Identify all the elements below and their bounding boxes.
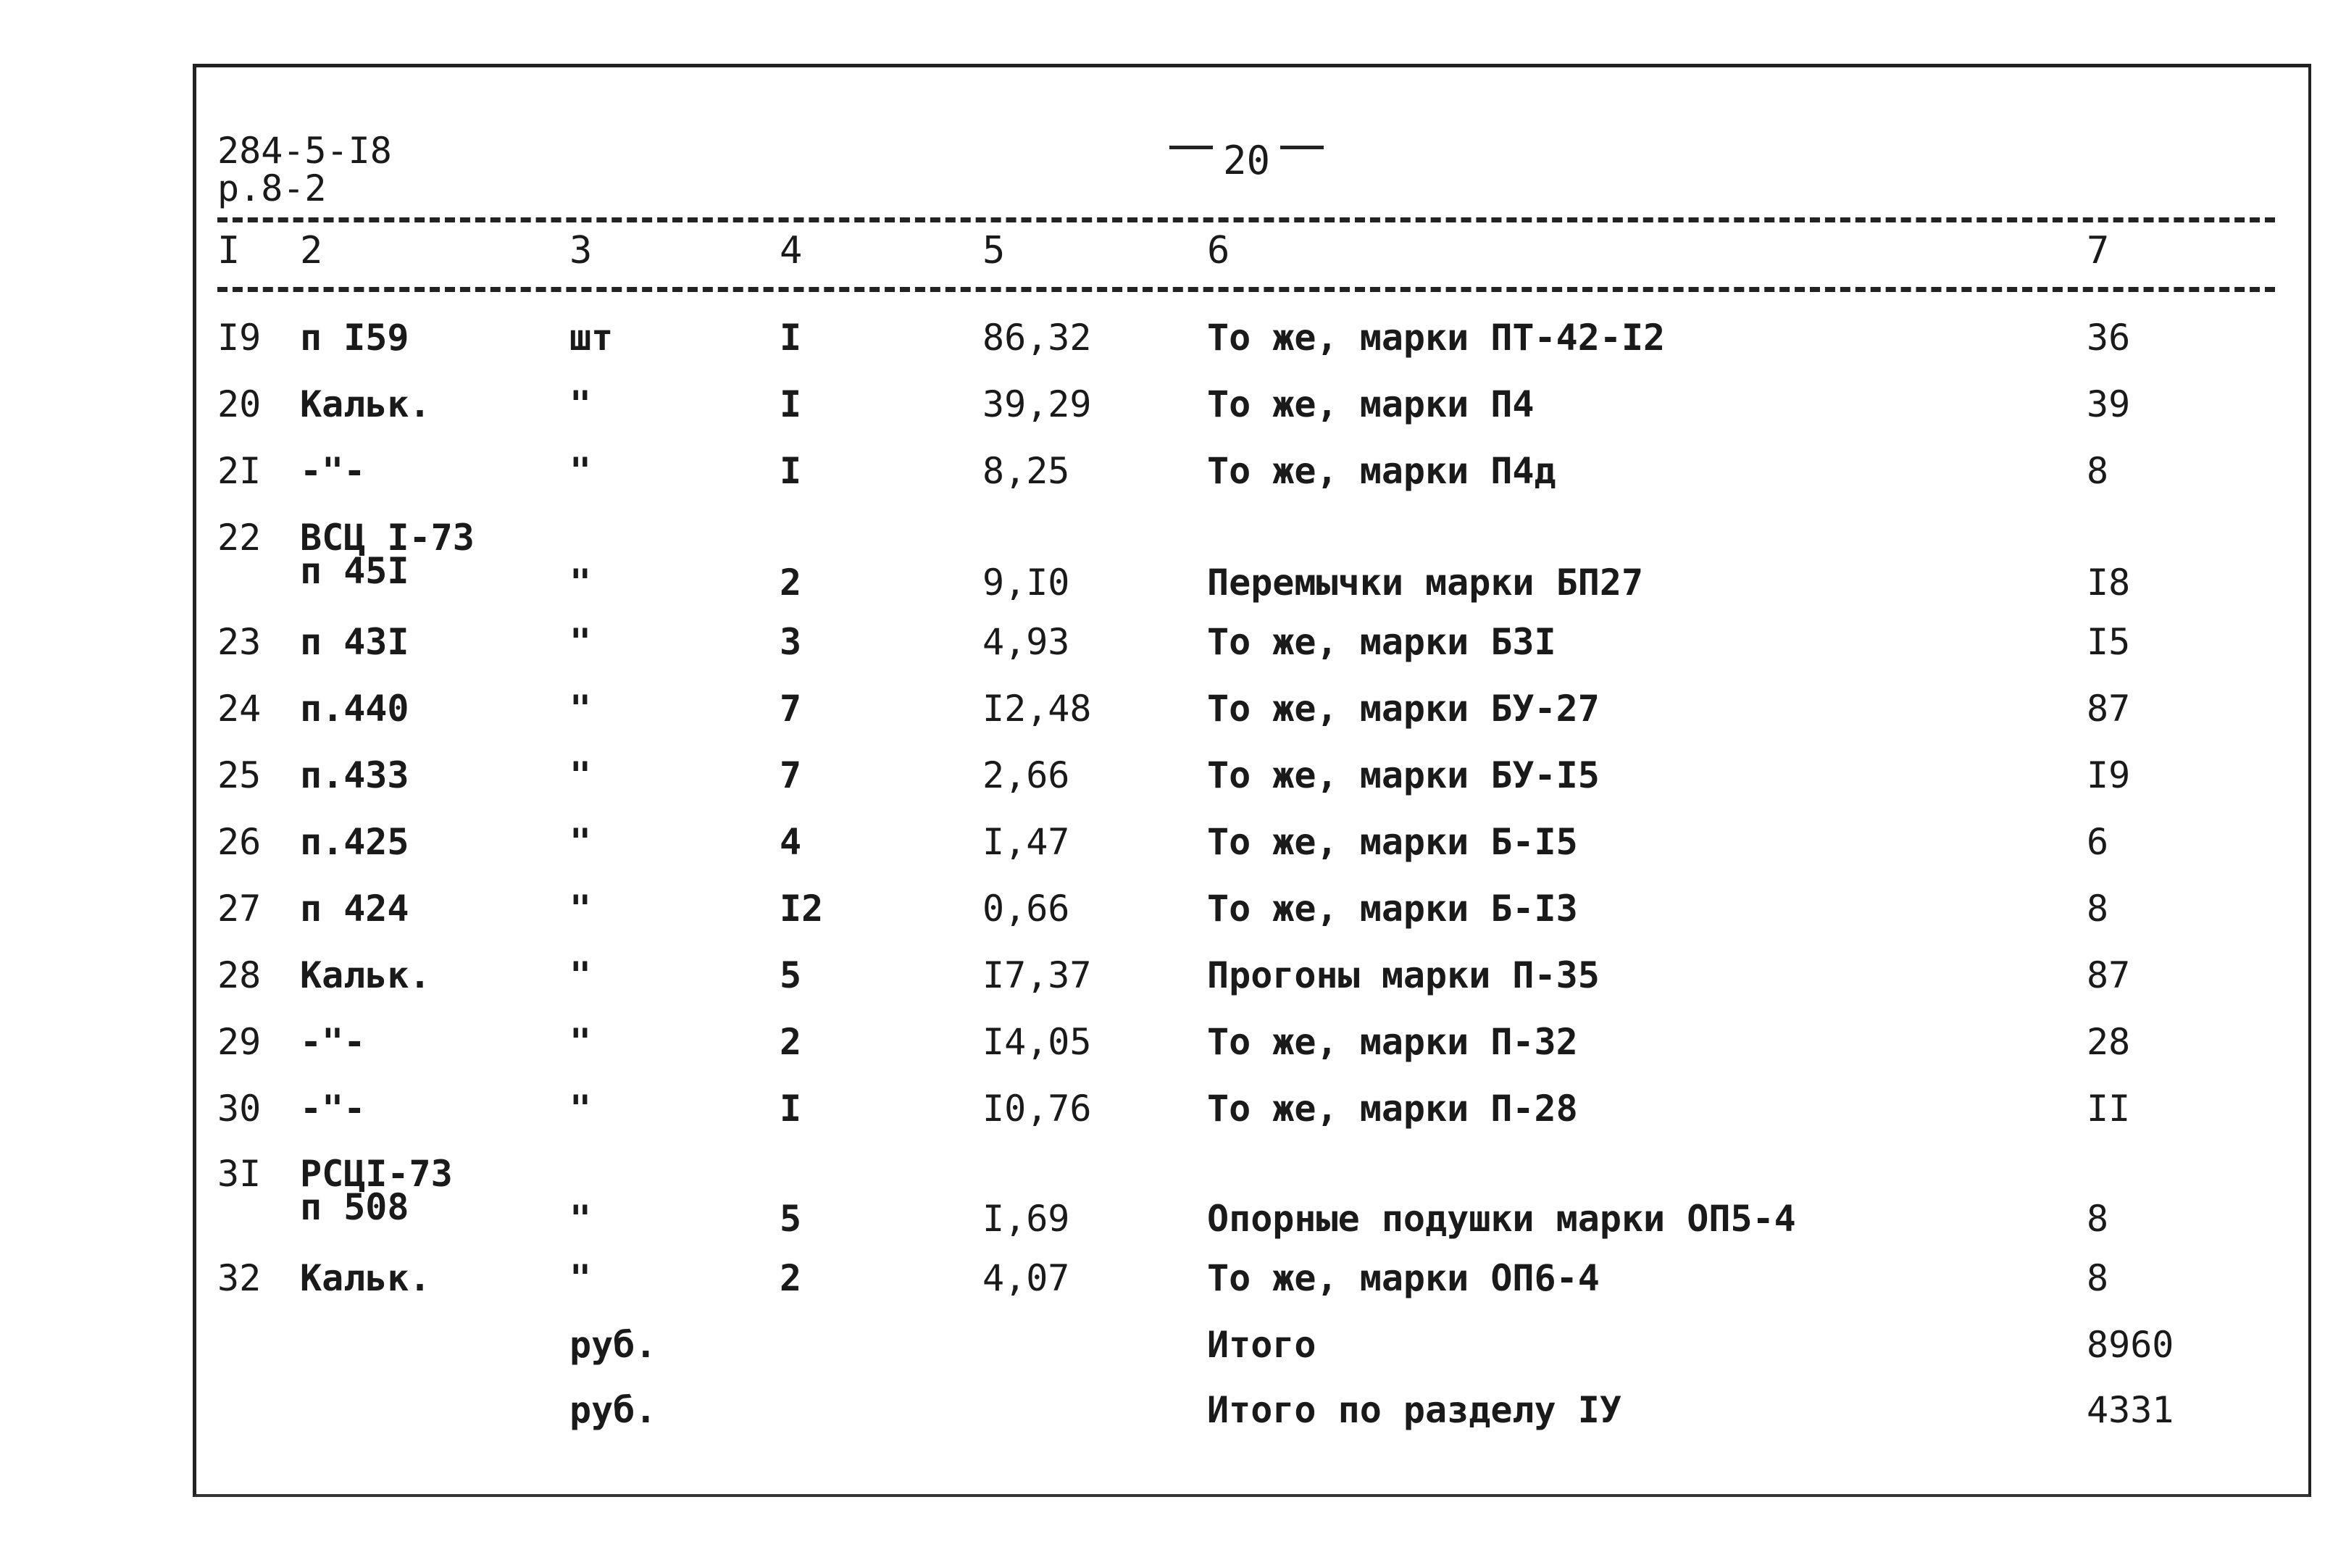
- row-reference: Кальк.: [300, 1257, 431, 1299]
- total-label: Итого по разделу IУ: [1207, 1389, 1621, 1431]
- row-quantity: I: [780, 317, 802, 359]
- row-unit: шт: [569, 317, 614, 359]
- row-description: То же, марки Б3I: [1207, 621, 1556, 663]
- row-price: I0,76: [982, 1088, 1092, 1130]
- total-label: Итого: [1207, 1324, 1316, 1366]
- dash-right: [1280, 146, 1324, 149]
- row-price: I2,48: [982, 688, 1092, 730]
- row-description: То же, марки П4: [1207, 383, 1535, 425]
- row-reference: Кальк.: [300, 954, 431, 996]
- row-unit: ": [569, 621, 592, 663]
- row-unit: ": [569, 888, 592, 930]
- row-quantity: 2: [780, 562, 802, 604]
- row-description: То же, марки ПТ-42-I2: [1207, 317, 1666, 359]
- row-number: 28: [217, 954, 262, 996]
- row-description: То же, марки Б-I3: [1207, 888, 1578, 930]
- row-price: I,69: [982, 1198, 1070, 1240]
- row-quantity: I: [780, 1088, 802, 1130]
- row-number: 22: [217, 517, 262, 559]
- row-quantity: 7: [780, 754, 802, 796]
- row-total: 28: [2087, 1021, 2131, 1063]
- column-header-4: 4: [780, 229, 803, 272]
- row-unit: ": [569, 1021, 592, 1063]
- row-reference: п.440: [300, 688, 409, 730]
- document-code-line1: 284-5-I8: [217, 130, 392, 172]
- row-description: То же, марки БУ-I5: [1207, 754, 1600, 796]
- row-price: 39,29: [982, 383, 1092, 425]
- page-number: [1159, 138, 1334, 183]
- row-description: Прогоны марки П-35: [1207, 954, 1600, 996]
- row-price: 2,66: [982, 754, 1070, 796]
- row-unit: ": [569, 1257, 592, 1299]
- row-reference: п I59: [300, 317, 409, 359]
- row-unit: ": [569, 688, 592, 730]
- column-header-7: 7: [2087, 229, 2110, 272]
- row-total: 39: [2087, 383, 2131, 425]
- row-unit: ": [569, 821, 592, 863]
- row-number: 26: [217, 821, 262, 863]
- column-header-3: 3: [569, 229, 593, 272]
- row-total: 87: [2087, 954, 2131, 996]
- header-bottom-rule: [217, 287, 2275, 292]
- row-reference: п.425: [300, 821, 409, 863]
- row-unit: ": [569, 1198, 592, 1240]
- row-total: I5: [2087, 621, 2131, 663]
- header-top-rule: [217, 217, 2275, 222]
- row-description: То же, марки БУ-27: [1207, 688, 1600, 730]
- row-number: 24: [217, 688, 262, 730]
- row-quantity: 7: [780, 688, 802, 730]
- row-description: То же, марки ОП6-4: [1207, 1257, 1600, 1299]
- row-description: То же, марки Б-I5: [1207, 821, 1578, 863]
- row-total: 8: [2087, 1257, 2109, 1299]
- row-description: То же, марки П4д: [1207, 450, 1556, 492]
- row-price: 86,32: [982, 317, 1092, 359]
- row-description: То же, марки П-28: [1207, 1088, 1578, 1130]
- row-number: 27: [217, 888, 262, 930]
- row-quantity: 2: [780, 1257, 802, 1299]
- row-number: 20: [217, 383, 262, 425]
- row-quantity: 3: [780, 621, 802, 663]
- row-quantity: 2: [780, 1021, 802, 1063]
- row-price: 4,93: [982, 621, 1070, 663]
- row-number: 29: [217, 1021, 262, 1063]
- row-quantity: I2: [780, 888, 824, 930]
- row-reference: п 424: [300, 888, 409, 930]
- total-unit: руб.: [569, 1324, 657, 1366]
- row-reference: -"-: [300, 1021, 366, 1063]
- row-price: I,47: [982, 821, 1070, 863]
- row-unit: ": [569, 954, 592, 996]
- row-number: 30: [217, 1088, 262, 1130]
- row-price: 0,66: [982, 888, 1070, 930]
- row-reference: п 43I: [300, 621, 409, 663]
- row-number: 3I: [217, 1153, 262, 1195]
- page-number-text: 20: [1223, 138, 1271, 183]
- row-reference: п 45I: [300, 550, 409, 592]
- row-description: То же, марки П-32: [1207, 1021, 1578, 1063]
- row-total: 8: [2087, 450, 2109, 492]
- row-description: Перемычки марки БП27: [1207, 562, 1644, 604]
- row-price: 9,I0: [982, 562, 1070, 604]
- row-total: 8: [2087, 1198, 2109, 1240]
- row-total: 36: [2087, 317, 2131, 359]
- row-number: 23: [217, 621, 262, 663]
- column-header-6: 6: [1207, 229, 1230, 272]
- dash-left: [1169, 146, 1213, 149]
- row-unit: ": [569, 754, 592, 796]
- row-reference: п 508: [300, 1186, 409, 1228]
- row-reference: ВСЦ I-73: [300, 517, 475, 559]
- row-quantity: I: [780, 383, 802, 425]
- row-total: 8: [2087, 888, 2109, 930]
- row-reference: п.433: [300, 754, 409, 796]
- row-number: 2I: [217, 450, 262, 492]
- row-number: 32: [217, 1257, 262, 1299]
- row-price: I4,05: [982, 1021, 1092, 1063]
- row-unit: ": [569, 450, 592, 492]
- total-value: 8960: [2087, 1324, 2174, 1366]
- row-description: Опорные подушки марки ОП5-4: [1207, 1198, 1796, 1240]
- row-unit: ": [569, 562, 592, 604]
- row-reference: -"-: [300, 1088, 366, 1130]
- row-reference: Кальк.: [300, 383, 431, 425]
- row-price: I7,37: [982, 954, 1092, 996]
- document-code: [217, 132, 392, 207]
- row-quantity: 4: [780, 821, 802, 863]
- row-quantity: 5: [780, 954, 802, 996]
- row-number: I9: [217, 317, 262, 359]
- row-total: I8: [2087, 562, 2131, 604]
- row-number: 25: [217, 754, 262, 796]
- total-unit: руб.: [569, 1389, 657, 1431]
- row-price: 4,07: [982, 1257, 1070, 1299]
- row-unit: ": [569, 1088, 592, 1130]
- row-total: II: [2087, 1088, 2131, 1130]
- document-code-line2: р.8-2: [217, 167, 327, 209]
- row-total: 6: [2087, 821, 2109, 863]
- row-price: 8,25: [982, 450, 1070, 492]
- row-total: 87: [2087, 688, 2131, 730]
- total-value: 4331: [2087, 1389, 2174, 1431]
- row-unit: ": [569, 383, 592, 425]
- row-quantity: 5: [780, 1198, 802, 1240]
- column-header-5: 5: [982, 229, 1006, 272]
- column-header-2: 2: [300, 229, 323, 272]
- row-quantity: I: [780, 450, 802, 492]
- row-total: I9: [2087, 754, 2131, 796]
- row-reference: -"-: [300, 450, 366, 492]
- column-header-1: I: [217, 229, 241, 272]
- row-reference: РСЦI-73: [300, 1153, 453, 1195]
